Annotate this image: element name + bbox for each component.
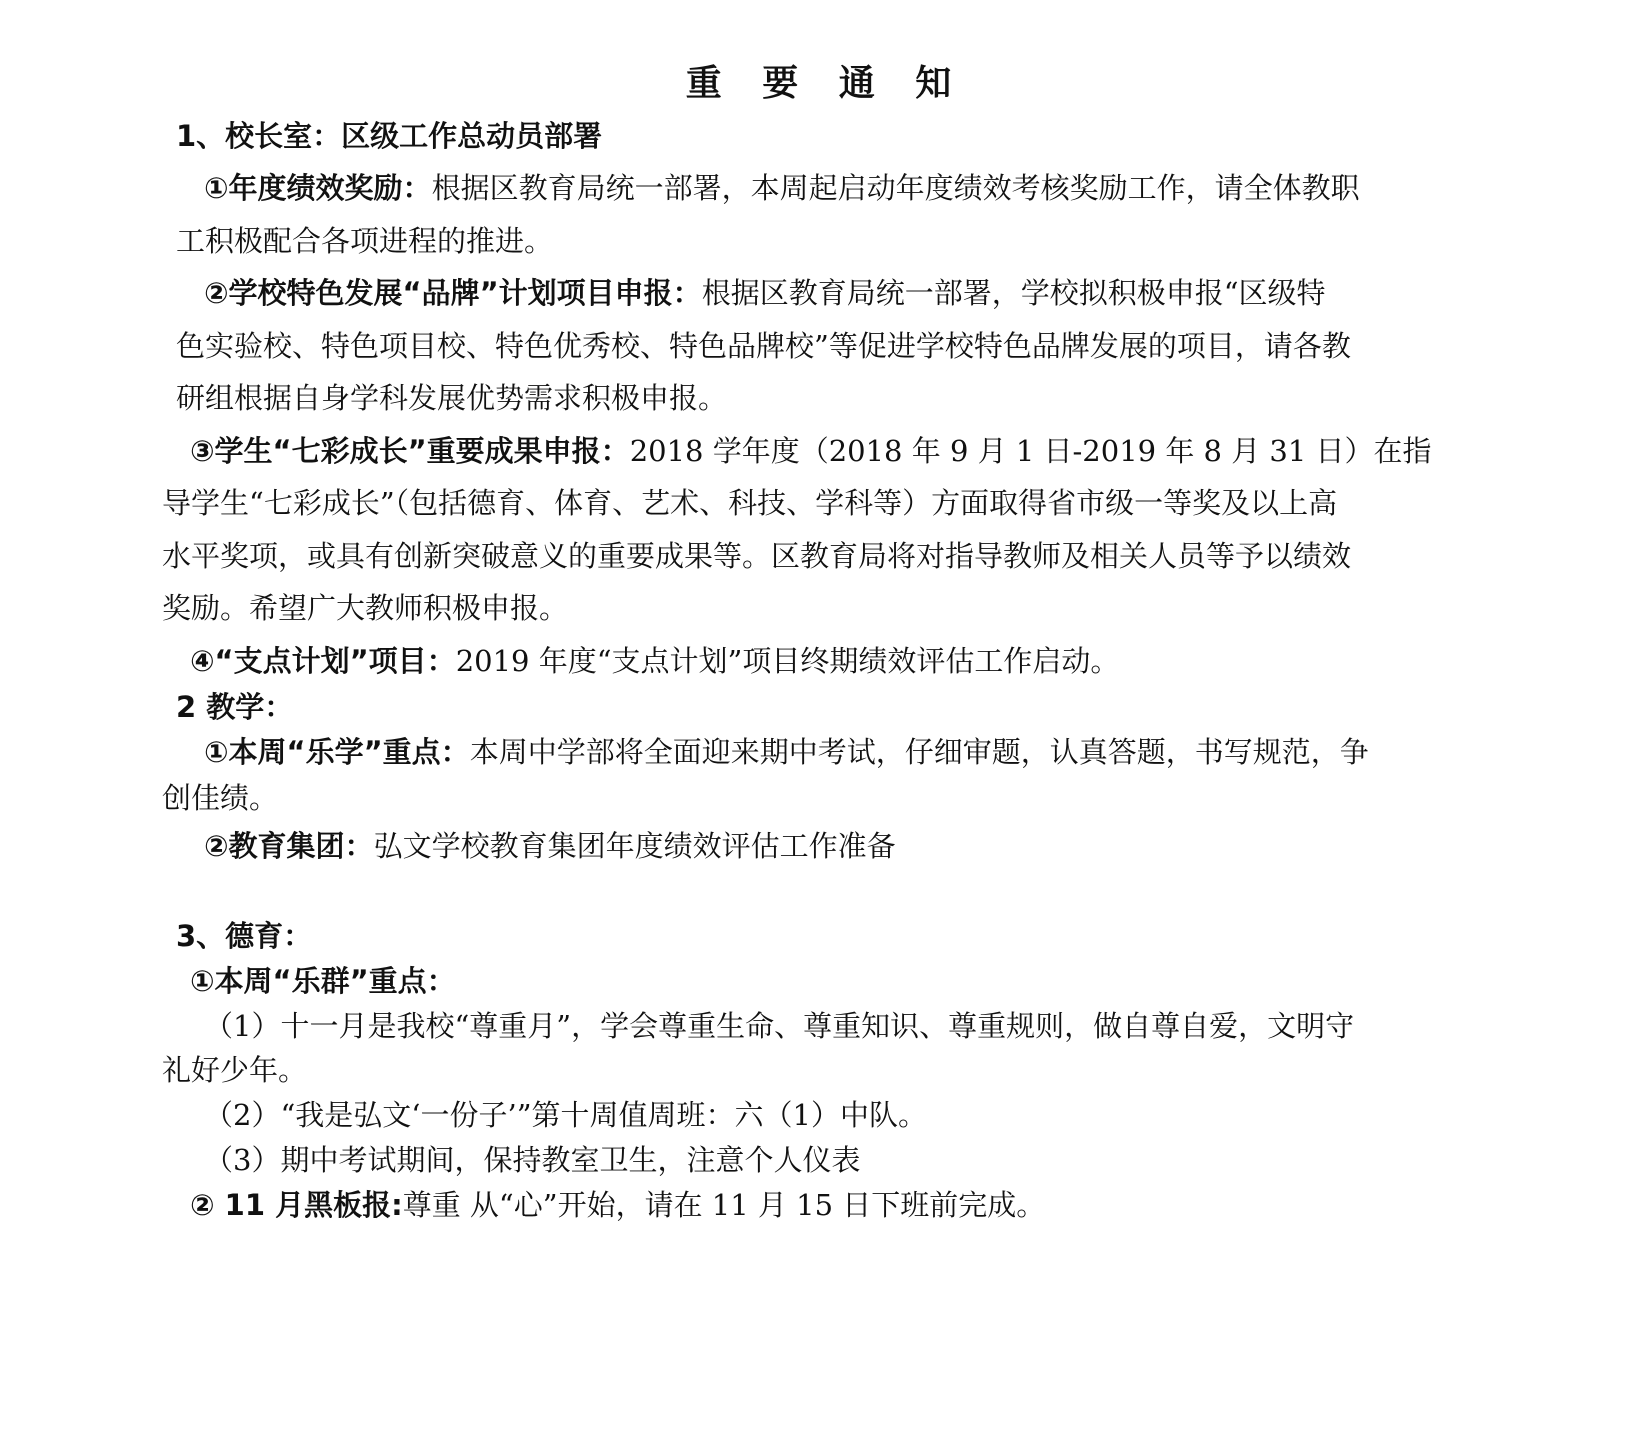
s1-item3-label: ③学生“七彩成长”重要成果申报：: [190, 434, 630, 468]
s2-item2-text: 弘文学校教育集团年度绩效评估工作准备: [373, 829, 896, 863]
s1-item3-line3: 水平奖项，或具有创新突破意义的重要成果等。区教育局将对指导教师及相关人员等予以绩效: [162, 539, 1352, 573]
s1-item3-line2: 导学生“七彩成长”（包括德育、体育、艺术、科技、学科等）方面取得省市级一等奖及以上高: [162, 486, 1338, 520]
s1-item3-line4: 奖励。希望广大教师积极申报。: [162, 591, 569, 625]
s2-item1-line2: 创佳绩。: [162, 781, 279, 815]
s1-item1-label: ①年度绩效奖励：: [204, 171, 432, 205]
s1-item3-text: 2018 学年度（2018 年 9 月 1 日-2019 年 8 月 31 日）在指: [629, 434, 1432, 468]
s2-item1-text: 本周中学部将全面迎来期中考试，仔细审题，认真答题，书写规范，争: [469, 735, 1369, 769]
s1-item2-line1: [204, 273, 1326, 313]
s3-item1-point1: （1）十一月是我校“尊重月”，学会尊重生命、尊重知识、尊重规则，做自尊自爱，文明守: [204, 1009, 1355, 1043]
s2-item2-label: ②教育集团：: [204, 829, 374, 863]
s3-item1-label: ①本周“乐群”重点：: [190, 964, 456, 998]
s1-item2-line3: 研组根据自身学科发展优势需求积极申报。: [176, 381, 728, 415]
s2-item1-line1: [204, 732, 1369, 772]
s1-item4-text: 2019 年度“支点计划”项目终期绩效评估工作启动。: [455, 644, 1120, 678]
s3-item1-point3: （3）期中考试期间，保持教室卫生，注意个人仪表: [204, 1143, 861, 1177]
s1-item3-line1: [190, 431, 1432, 471]
s1-item2-line2: 色实验校、特色项目校、特色优秀校、特色品牌校”等促进学校特色品牌发展的项目，请各教: [176, 329, 1351, 363]
section-2-heading: 2 教学：: [176, 690, 294, 724]
s3-item2-label: ② 11 月黑板报:: [190, 1188, 403, 1222]
s3-item2-text: 尊重 从“心”开始，请在 11 月 15 日下班前完成。: [402, 1188, 1046, 1222]
s3-item1-point2: （2）“我是弘文‘一份子’”第十周值周班：六（1）中队。: [204, 1098, 927, 1132]
s1-item1-line1: [204, 168, 1360, 208]
s1-item1-line2: 工积极配合各项进程的推进。: [176, 224, 554, 258]
s2-item2-line1: [204, 826, 896, 866]
s3-item2-line1: [190, 1185, 1045, 1225]
section-1-heading: 1、校长室：区级工作总动员部署: [176, 119, 603, 153]
s2-item1-label: ①本周“乐学”重点：: [204, 735, 470, 769]
section-3-heading: 3、德育：: [176, 919, 313, 953]
s1-item1-text: 根据区教育局统一部署，本周起启动年度绩效考核奖励工作，请全体教职: [431, 171, 1360, 205]
s1-item4-label: ④“支点计划”项目：: [190, 644, 456, 678]
document-title: 重 要 通 知: [685, 63, 966, 104]
s1-item4-line1: [190, 641, 1119, 681]
s1-item2-label: ②学校特色发展“品牌”计划项目申报：: [204, 276, 702, 310]
s1-item2-text: 根据区教育局统一部署，学校拟积极申报“区级特: [701, 276, 1326, 310]
s3-item1-point1-cont: 礼好少年。: [162, 1053, 308, 1087]
